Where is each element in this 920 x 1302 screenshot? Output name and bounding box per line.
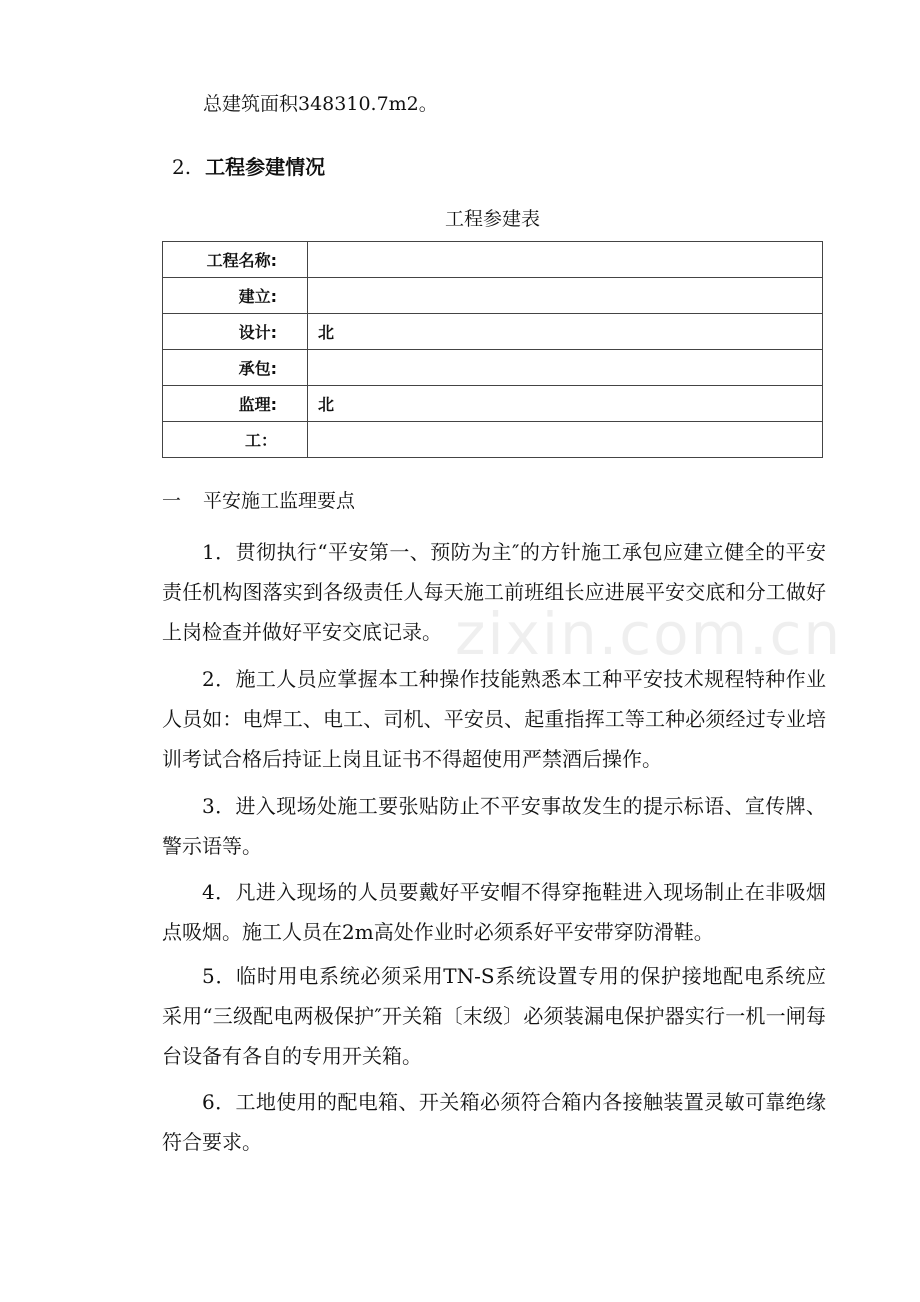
row-label: 工： [163, 422, 308, 458]
row-label: 建立: [163, 278, 308, 314]
table-row [163, 350, 823, 386]
watermark: zixin.com.cn [455, 600, 843, 668]
table-row [163, 314, 823, 350]
subsection-marker: 一 [162, 490, 182, 512]
paragraph: 5．临时用电系统必须采用TN-S系统设置专用的保护接地配电系统应采用“三级配电两极保护″开关箱〔末级〕必须装漏电保护器实行一机一闸每台设备有各自的专用开关箱。 [162, 964, 826, 1068]
section-title: 工程参建情况 [205, 155, 326, 179]
row-label: 监理: [163, 386, 308, 422]
paragraph: 4．凡进入现场的人员要戴好平安帽不得穿拖鞋进入现场制止在非吸烟点吸烟。施工人员在2m高处作业时必须系好平安带穿防滑鞋。 [162, 880, 826, 944]
row-label: 工程名称: [163, 242, 308, 278]
paragraph: 3．进入现场处施工要张贴防止不平安事故发生的提示标语、宣传牌、警示语等。 [162, 794, 826, 858]
section-number: 2. [172, 155, 192, 179]
total-area-line: 总建筑面积348310.7m2。 [203, 93, 438, 115]
row-value [308, 350, 823, 386]
row-value: 北 [308, 314, 823, 350]
row-label: 承包: [163, 350, 308, 386]
row-value [308, 422, 823, 458]
row-value [308, 278, 823, 314]
table-row [163, 278, 823, 314]
table-row [163, 242, 823, 278]
paragraph: 1．贯彻执行“平安第一、预防为主″的方针施工承包应建立健全的平安责任机构图落实到各级责任人每天施工前班组长应进展平安交底和分工做好上岗检查并做好平安交底记录。 [162, 540, 826, 644]
row-value: 北 [308, 386, 823, 422]
row-label: 设计: [163, 314, 308, 350]
participants-table [162, 241, 823, 458]
paragraph: 6．工地使用的配电箱、开关箱必须符合箱内各接触装置灵敏可靠绝缘符合要求。 [162, 1090, 826, 1154]
paragraph: 2．施工人员应掌握本工种操作技能熟悉本工种平安技术规程特种作业人员如：电焊工、电工、司机、平安员、起重指挥工等工种必须经过专业培训考试合格后持证上岗且证书不得超使用严禁酒后操作。 [162, 667, 826, 771]
table-row [163, 386, 823, 422]
table-row [163, 422, 823, 458]
row-value [308, 242, 823, 278]
subsection-heading [162, 486, 355, 513]
subsection-title: 平安施工监理要点 [203, 490, 356, 512]
table-title: 工程参建表 [444, 208, 540, 230]
section-heading [172, 151, 325, 180]
